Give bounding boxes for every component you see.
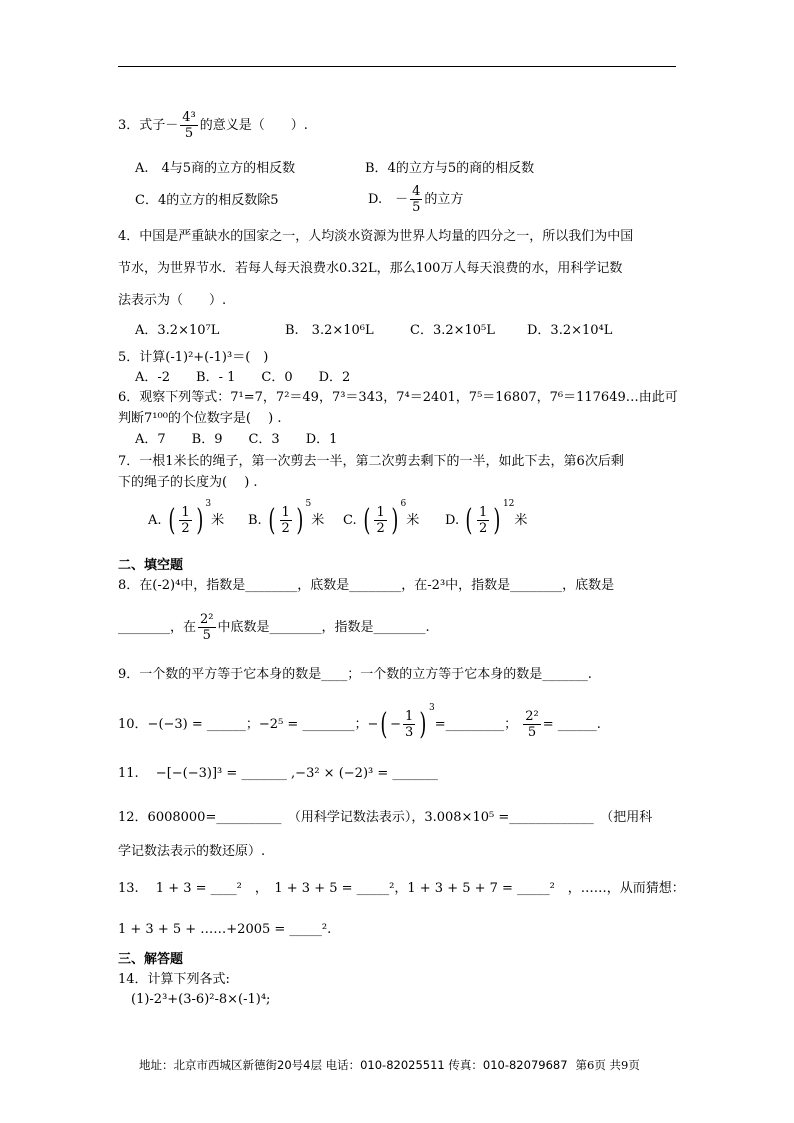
q4-line-1: 4．中国是严重缺水的国家之一，人均淡水资源为世界人均量的四分之一，所以我们为中国 xyxy=(118,229,634,244)
q13-line-2: 1 + 3 + 5 + ……+2005 = _____². xyxy=(118,922,332,937)
q8-line-1: 8．在(-2)⁴中，指数是________，底数是________，在-2³中，指数是________，底数是 xyxy=(118,578,615,593)
q3-prefix: 3．式子－ xyxy=(118,118,179,133)
q13-line-1: 13. 1 + 3 = ____² ， 1 + 3 + 5 = _____²，1 + 3 + 5 + 7 = _____² ，……，从而猜想： xyxy=(118,881,685,896)
q4-option-c: C．3.2×10⁵L xyxy=(410,323,495,338)
question-3-stem xyxy=(118,110,308,141)
q3-option-a: A. 4与5商的立方的相反数 xyxy=(135,161,296,176)
page-footer xyxy=(139,1057,640,1073)
q14-part-1: (1)-2³+(3-6)²-8×(-1)⁴; xyxy=(131,992,271,1007)
q9: 9．一个数的平方等于它本身的数是____；一个数的立方等于它本身的数是_______. xyxy=(118,667,592,682)
q5-stem: 5．计算(-1)²+(-1)³＝( ) xyxy=(118,350,269,365)
q3-option-b: B．4的立方与5的商的相反数 xyxy=(365,161,535,176)
q6-line-1: 6．观察下列等式：7¹=7，7²＝49，7³＝343，7⁴＝2401，7⁵＝16807，7⁶＝117649…由此可 xyxy=(118,390,678,405)
q7-option-b: B. ( $\frac{1}{2}$ ) $^5$米 xyxy=(248,499,325,538)
q4-line-3: 法表示为（ ）. xyxy=(118,293,227,308)
section-solve: 三、解答题 xyxy=(118,952,184,967)
q3-suffix: 的意义是（ ）. xyxy=(199,118,308,133)
q6-line-2: 判断7¹⁰⁰的个位数字是( ) . xyxy=(118,411,282,426)
q3-fraction: $\frac{\text{4³}}{5}$ xyxy=(182,110,196,141)
q7-option-c: C. ( $\frac{1}{2}$ ) $^6$米 xyxy=(343,499,420,538)
q8-line-2: ________，在 $\frac{\text{2²}}{5}$ 中底数是________，指数是________. xyxy=(118,612,430,643)
footer-page-number: 第6页 共9页 xyxy=(575,1058,640,1072)
q3-option-c: C．4的立方的相反数除5 xyxy=(135,193,279,208)
q5-options: A．-2 B．- 1 C．0 D．2 xyxy=(135,370,351,385)
q12-line-1: 12．6008000=__________ （用科学记数法表示），3.008×10⁵ =_____________ （把用科 xyxy=(118,810,653,825)
q14-stem: 14．计算下列各式: xyxy=(118,972,230,987)
q4-line-2: 节水，为世界节水．若每人每天浪费水0.32L，那么100万人每天浪费的水，用科学记数 xyxy=(118,261,623,276)
q4-option-d: D．3.2×10⁴L xyxy=(527,323,613,338)
q7-option-a: A. ( $\frac{1}{2}$ ) $^3$米 xyxy=(148,499,225,538)
q11: 11. −[−(−3)]³ = _______ ,−3² × (−2)³ = _______ xyxy=(118,766,438,781)
q7-option-d: D. ( $\frac{1}{2}$ ) $^{12}$米 xyxy=(445,499,528,538)
q7-line-1: 7．一根1米长的绳子，第一次剪去一半，第二次剪去剩下的一半，如此下去，第6次后剩 xyxy=(118,454,624,469)
section-fill-in-blanks: 二、填空题 xyxy=(118,558,184,573)
q3-option-d: D. － $\frac{4}{5}$ 的立方 xyxy=(368,184,464,215)
q4-option-a: A．3.2×10⁷L xyxy=(135,323,220,338)
q7-line-2: 下的绳子的长度为( ) . xyxy=(118,475,258,490)
q12-line-2: 学记数法表示的数还原）. xyxy=(118,844,266,859)
header-rule xyxy=(118,66,676,67)
q4-option-b: B. 3.2×10⁶L xyxy=(285,323,374,338)
q6-options: A．7 B．9 C．3 D．1 xyxy=(135,432,338,447)
footer-address: 地址：北京市西城区新德街20号4层 电话：010-82025511 传真：010-82079687 xyxy=(139,1058,568,1072)
q10: 10．−(−3) = ______；−2⁵ = ________；−( − $\frac{1}{3}$ ) $^3$=_________； $\frac{\text{2²}}{5}$ = ______. xyxy=(118,703,601,742)
